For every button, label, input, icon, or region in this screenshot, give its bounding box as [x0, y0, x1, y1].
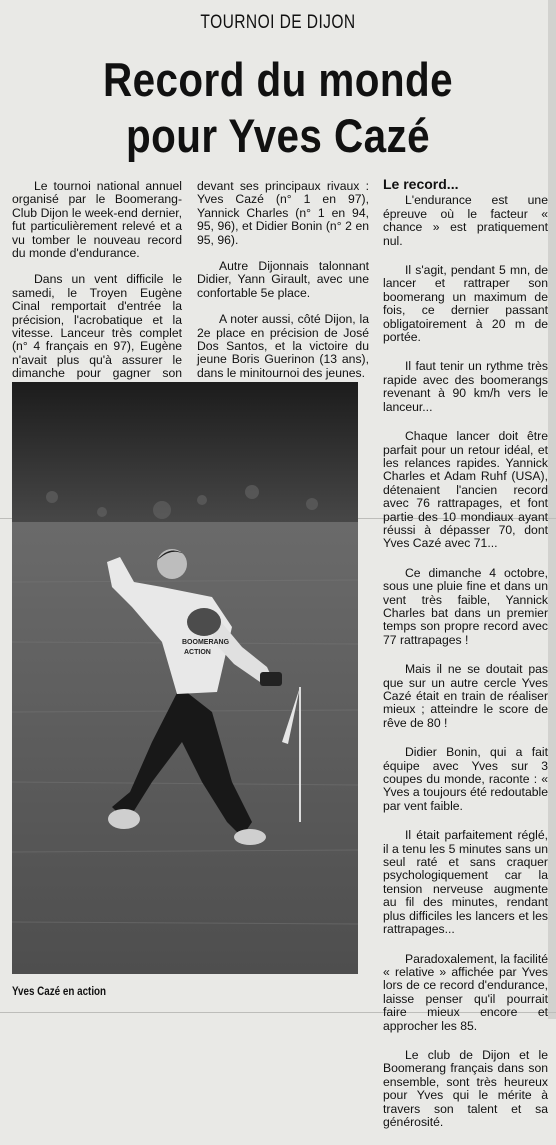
- photo-caption: Yves Cazé en action: [12, 984, 107, 998]
- headline-line-1: Record du monde: [102, 53, 454, 106]
- paragraph: Il faut tenir un rythme très rapide avec des boomerangs revenant à 90 km/h vers le lanceur...: [383, 359, 548, 414]
- background-trees: [12, 382, 358, 532]
- paragraph: Mais il ne se doutait pas que sur un autre cercle Yves Cazé était en train de réaliser mieux ; atteindre le score de rêve de 80 !: [383, 662, 548, 730]
- boomerang-thrower-photo: [12, 382, 358, 974]
- paragraph: Ce dimanche 4 octobre, sous une pluie fine et dans un vent très faible, Yannick Charles bat dans un premier temps son propre record avec 77 rattrapages !: [383, 565, 548, 647]
- article-headline: [39, 52, 517, 164]
- shirt-text: BOOMERANG: [182, 639, 230, 646]
- article-column-2: [197, 180, 369, 393]
- article-photo: [12, 382, 358, 974]
- paragraph: Il s'agit, pendant 5 mn, de lancer et rattraper son boomerang un maximum de fois, ce dernier passant obligatoirement à 20 m de portée.: [383, 263, 548, 345]
- paragraph: Autre Dijonnais talonnant Didier, Yann Girault, avec une confortable 5e place.: [197, 259, 369, 300]
- paragraph: Dans un vent difficile le samedi, le Troyen Eugène Cinal remportait d'entrée la précision, l'acrobatique et la vitesse. Lanceur très complet (n° 4 français en 97), Eugène n'avait plus qu'à assurer le dimanche pour gagner son: [12, 272, 182, 381]
- paragraph: Chaque lancer doit être parfait pour un retour idéal, et les relances rapides. Yannick Charles et Adam Ruhf (USA), détenaient l'ancien record avec 76 rattrapages, et font partie des 10 mondiaux ayant réussi à dépasser 70, dont Yves Cazé avec 71...: [383, 429, 548, 551]
- thrower-head: [157, 549, 187, 579]
- paragraph: Il était parfaitement réglé, il a tenu les 5 minutes sans un seul raté et sans craquer psychologiquement car la tension nerveuse augmente au fil des minutes, rendant plus difficiles les lancers et les rattrapages...: [383, 828, 548, 937]
- paragraph: Le tournoi national annuel organisé par le Boomerang-Club Dijon le week-end dernier, fut particulièrement relevé et a vu tomber le nouveau record du monde d'endurance.: [12, 179, 182, 261]
- headline-line-2: pour Yves Cazé: [125, 109, 431, 162]
- paragraph: Le club de Dijon et le Boomerang français dans son ensemble, sont très heureux pour Yves qui le mérite à travers son talent et sa générosité.: [383, 1047, 548, 1129]
- paragraph: Didier Bonin, qui a fait équipe avec Yves sur 3 coupes du monde, raconte : « Yves a toujours été redoutable par vent faible.: [383, 745, 548, 813]
- section-subhead: Le record...: [383, 176, 459, 192]
- page-edge: [548, 0, 556, 1019]
- shirt-text: ACTION: [184, 649, 211, 656]
- article-kicker: TOURNOI DE DIJON: [200, 12, 356, 33]
- paragraph: A noter aussi, côté Dijon, la 2e place en précision de José Dos Santos, et la victoire du jeune Boris Guerinon (13 ans), dans le minitournoi des jeunes.: [197, 312, 369, 380]
- article-column-1: [12, 180, 182, 407]
- paragraph: L'endurance est une épreuve où le facteur « chance » est pratiquement nul.: [383, 193, 548, 248]
- boomerang-in-hand: [187, 608, 221, 636]
- paragraph: Paradoxalement, la facilité « relative » affichée par Yves lors de ce record d'endurance, laisse penser qu'il pourrait faire mieux encore et approcher les 85.: [383, 951, 548, 1033]
- paragraph: devant ses principaux rivaux : Yves Cazé (n° 1 en 97), Yannick Charles (n° 1 en 94, 95, 96), et Didier Bonin (n° 2 en 95, 96).: [197, 179, 369, 247]
- article-column-3: [383, 178, 548, 1145]
